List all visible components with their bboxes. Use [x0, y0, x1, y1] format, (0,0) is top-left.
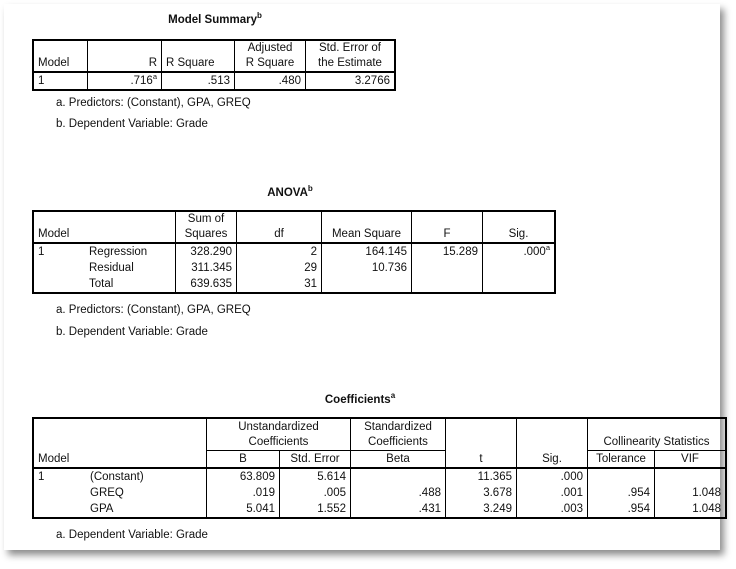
col-unstandardized: Unstandardized Coefficients: [207, 418, 351, 451]
footnote-a: a. Dependent Variable: Grade: [56, 529, 208, 541]
col-b: B: [207, 451, 280, 468]
cell-beta: .488: [351, 485, 446, 501]
table-header-row: [33, 40, 395, 72]
cell-model: 1: [38, 470, 45, 483]
col-r: R: [88, 40, 162, 72]
col-sig: Sig.: [517, 451, 588, 468]
col-adjusted-r-square: Adjusted R Square: [235, 40, 306, 72]
cell-sig: .003: [517, 501, 588, 518]
col-collinearity: Collinearity Statistics: [588, 418, 727, 451]
table-row: [33, 260, 555, 276]
cell-t: 11.365: [446, 468, 517, 485]
cell-ss: 639.635: [176, 276, 237, 293]
cell-std-error: 5.614: [280, 468, 351, 485]
cell-df: 2: [237, 243, 322, 260]
cell-std-error: 1.552: [280, 501, 351, 518]
col-std-error: Std. Error of the Estimate: [306, 40, 396, 72]
col-blank: [85, 211, 176, 243]
cell-beta: [351, 468, 446, 485]
table-header-row: [33, 211, 555, 243]
col-sum-of-squares: Sum of Squares: [176, 211, 237, 243]
cell-vif: 1.048: [655, 485, 727, 501]
cell-b: 63.809: [207, 468, 280, 485]
cell-sig: .001: [517, 485, 588, 501]
table-header-row: [33, 451, 726, 468]
col-df: df: [237, 211, 322, 243]
model-summary-table: [32, 39, 396, 91]
table-row: [33, 243, 555, 260]
table-row: [33, 72, 395, 90]
cell-source: Total: [89, 278, 114, 290]
cell-r-square: .513: [162, 72, 235, 90]
anova-table: [32, 210, 556, 294]
col-model: Model: [33, 451, 86, 468]
footnote-b: b. Dependent Variable: Grade: [56, 326, 208, 338]
cell-model: 1: [38, 246, 45, 258]
cell-adj-r-square: .480: [235, 72, 306, 90]
cell-ms: 164.145: [322, 243, 412, 260]
cell-tolerance: .954: [588, 485, 655, 501]
col-model: Model: [33, 211, 85, 243]
table-row: [33, 501, 726, 518]
cell-b: 5.041: [207, 501, 280, 518]
cell-sig: .000: [517, 468, 588, 485]
table-row: [33, 276, 555, 293]
cell-vif: [655, 468, 727, 485]
cell-ss: 328.290: [176, 243, 237, 260]
model-summary-title: Model Summary$^b$: [168, 11, 262, 26]
cell-predictor: GREQ: [90, 486, 124, 499]
col-std-error: Std. Error: [280, 451, 351, 468]
col-f: F: [412, 211, 483, 243]
col-r-square: R Square: [162, 40, 235, 72]
cell-t: 3.678: [446, 485, 517, 501]
table-row: [33, 485, 726, 501]
cell-std-error: 3.2766: [306, 72, 396, 90]
anova-title: ANOVA$^b$: [267, 184, 313, 199]
table-header-row: [33, 418, 726, 451]
footnote-b: b. Dependent Variable: Grade: [56, 118, 208, 130]
cell-df: 29: [237, 260, 322, 276]
cell-std-error: .005: [280, 485, 351, 501]
cell-t: 3.249: [446, 501, 517, 518]
cell-source: Regression: [89, 246, 148, 258]
cell-tolerance: .954: [588, 501, 655, 518]
coefficients-table: [32, 417, 727, 519]
cell-b: .019: [207, 485, 280, 501]
col-mean-square: Mean Square: [322, 211, 412, 243]
coefficients-title: Coefficients$^a$: [324, 391, 396, 406]
cell-source: Residual: [89, 262, 134, 274]
table-row: [33, 468, 726, 485]
cell-f: 15.289: [412, 243, 483, 260]
cell-df: 31: [237, 276, 322, 293]
cell-r: .716$^a$: [88, 72, 162, 90]
footnote-a: a. Predictors: (Constant), GPA, GREQ: [56, 97, 251, 109]
col-standardized: Standardized Coefficients: [351, 418, 446, 451]
cell-predictor: GPA: [90, 502, 114, 515]
col-model: Model: [33, 40, 88, 72]
col-sig: Sig.: [483, 211, 556, 243]
cell-predictor: (Constant): [90, 470, 144, 483]
col-vif: VIF: [655, 451, 727, 468]
cell-beta: .431: [351, 501, 446, 518]
cell-model: 1: [38, 75, 45, 87]
cell-vif: 1.048: [655, 501, 727, 518]
cell-ms: 10.736: [322, 260, 412, 276]
cell-tolerance: [588, 468, 655, 485]
col-beta: Beta: [351, 451, 446, 468]
col-t: t: [446, 451, 517, 468]
col-tolerance: Tolerance: [588, 451, 655, 468]
footnote-a: a. Predictors: (Constant), GPA, GREQ: [56, 304, 251, 316]
cell-ss: 311.345: [176, 260, 237, 276]
cell-sig: .000$^a$: [483, 243, 556, 260]
